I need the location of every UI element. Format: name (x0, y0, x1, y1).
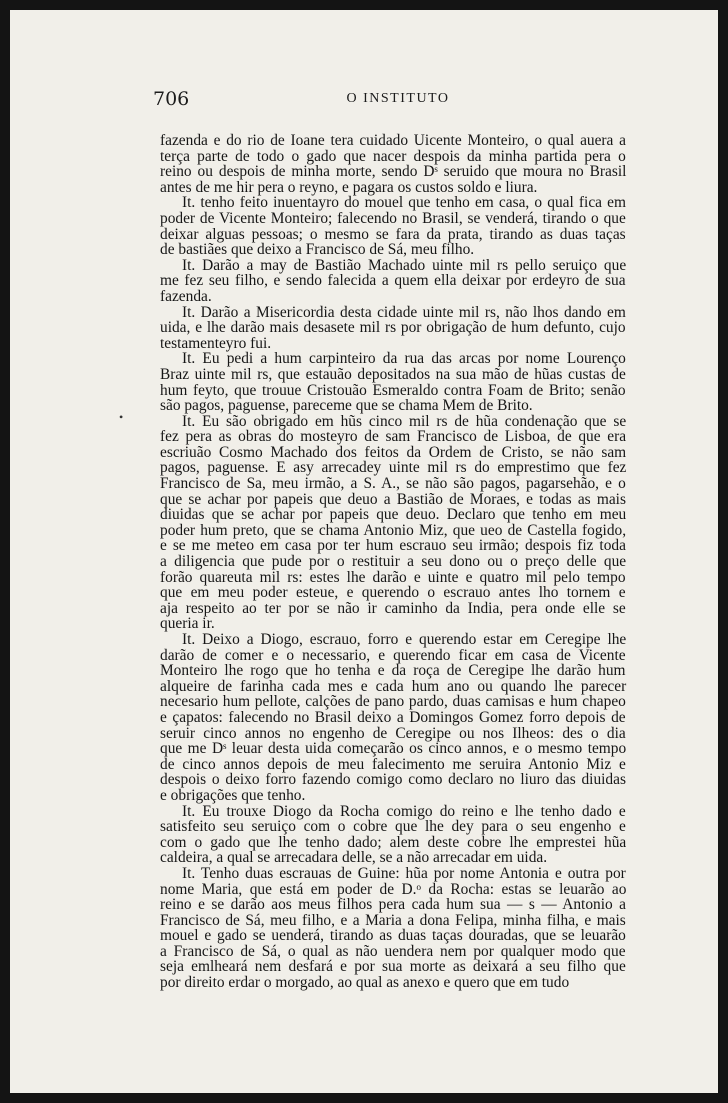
text-line: poder de Vicente Monteiro; falecendo no Brasil, se venderá, tirando o que (160, 209, 626, 227)
text-line: queria ir. (160, 615, 215, 633)
text-line: caldeira, a qual se arrecadara delle, se a não arrecadar em uida. (160, 849, 548, 867)
text-line: It. Darão a Misericordia desta cidade uinte mil rs, não lhos dando em (182, 303, 626, 321)
text-line: pagos, paguense. E asy arrecadey uinte mil rs do emprestimo que fez (160, 459, 627, 477)
text-line: que em meu poder esteue, e querendo o escrauo antes lho tornem e (160, 584, 626, 602)
text-line: forão quareuta mil rs: estes lhe darão e uinte e quatro mil pelo tempo (160, 568, 626, 586)
text-line: antes de me hir pera o reyno, e pagara os custos soldo e liura. (160, 178, 538, 196)
text-line: It. Eu trouxe Diogo da Rocha comigo do reino e lhe tenho dado e (182, 802, 626, 820)
text-line: hum feyto, que trouue Cristouão Esmeraldo contra Foam de Brito; senão (160, 381, 626, 399)
paragraph (160, 632, 626, 804)
paragraph (160, 804, 626, 866)
text-line: aja respeito ao ter por se não ir caminho da India, pera onde elle se (160, 599, 626, 617)
text-line: por direito erdar o morgado, ao qual as anexo e quero que em tudo (160, 974, 570, 992)
text-line: satisfeito seu seruiço com o cobre que lhe dey para o seu engenho e (160, 818, 626, 836)
text-line: Braz uinte mil rs, que estauão depositados na sua mão de hũas custas de (160, 365, 626, 383)
text-line: darão de comer e o necessario, e querendo ficar em casa de Vicente (160, 646, 626, 664)
text-line: e se me meteo em casa por ter hum escrauo seu irmão; despois fiz toda (160, 537, 626, 555)
text-line: uida, e lhe darão mais desasete mil rs por obrigação de hum defunto, cujo (160, 319, 626, 337)
text-line: necesario hum pellote, calções de pano pardo, duas camisas e hum chapeo (160, 693, 626, 711)
page-header (153, 88, 643, 118)
paragraph (160, 866, 626, 991)
text-line: It. Darão a may de Bastião Machado uinte mil rs pello seruiço que (182, 256, 627, 274)
text-line: fez pera as obras do mosteyro de sam Francisco de Lisboa, de que era (160, 428, 627, 446)
text-line: testamenteyro fui. (160, 334, 272, 352)
text-line: reino ou despois de minha morte, sendo Dˢ seruido que moura no Brasil (160, 163, 627, 181)
text-line: de cinco annos depois de meu falecimento me seruira Antonio Miz e (160, 755, 626, 773)
text-line: fazenda e do rio de Ioane tera cuidado Uicente Monteiro, o qual auera a (160, 132, 626, 149)
paragraph (160, 258, 626, 305)
text-line: a diligencia que pude por o restituir a seu dono ou o preço delle que (160, 553, 627, 571)
text-line: It. Deixo a Diogo, escrauo, forro e querendo estar em Ceregipe lhe (182, 631, 627, 648)
paragraph (160, 351, 626, 413)
text-line: me fez seu filho, e sendo falecida a quem ella deixar por erdeyro de sua (160, 272, 626, 290)
text-line: de bastiães que deixo a Francisco de Sá, meu filho. (160, 241, 475, 259)
text-line: escriuão Cosmo Machado dos feitos da Ordem de Cristo, se não sam (160, 443, 627, 461)
text-line: alqueire de farinha cada mes e cada hum ano ou quando lhe parecer (160, 677, 627, 695)
text-line: terça parte de todo o gado que nacer despois da minha partida pera o (160, 147, 626, 165)
text-line: com o gado que lhe tenho dado; alem deste cobre lhe emprestei hũa (160, 833, 627, 851)
text-line: Monteiro lhe rogo que ho tenha e da roça de Ceregipe lhe darão hum (160, 662, 626, 680)
text-line: reino e se darão aos meus filhos pera cada hum sua — s — Antonio a (160, 896, 626, 914)
text-line: e çapatos: falecendo no Brasil deixo a Domingos Gomez forro depois de (160, 708, 626, 726)
margin-mark: • (119, 410, 124, 424)
paragraph (160, 195, 626, 257)
text-line: nome Maria, que está em poder de D.ᵒ da Rocha: estas se leuarão ao (160, 880, 627, 898)
page-number: 706 (153, 88, 190, 110)
text-line: It. tenho feito inuentayro do mouel que tenho em casa, o qual fica em (182, 194, 626, 212)
text-line: despois o deixo forro fazendo comigo como declaro no liuro das diuidas (160, 771, 626, 789)
text-line: que se achar por papeis que deuo a Bastião de Moraes, e todas as mais (160, 490, 626, 508)
text-line: a Francisco de Sá, o qual as não uendera nem por qualquer modo que (160, 942, 626, 960)
text-line: mouel e gado se uenderá, tirando as duas taças douradas, que se leuarão (160, 927, 626, 945)
text-line: fazenda. (160, 287, 212, 305)
text-line: são pagos, paguense, pareceme que se chama Mem de Brito. (160, 397, 533, 415)
text-line: deixar alguas pessoas; o mesmo se fara da prata, tirando as duas taças (160, 225, 626, 243)
paragraph (160, 133, 626, 195)
paragraph (160, 414, 626, 632)
text-line: It. Eu são obrigado em hũs cinco mil rs de hũa condenação que se (182, 412, 627, 430)
body-text (160, 133, 626, 991)
text-line: seruir cinco annos no engenho de Ceregipe ou nos Ilheos: des o dia (160, 724, 626, 742)
text-line: It. Tenho duas escrauas de Guine: hũa por nome Antonia e outra por (182, 864, 626, 882)
text-line: It. Eu pedi a hum carpinteiro da rua das arcas por nome Lourenço (182, 350, 626, 368)
text-line: Francisco de Sa, meu irmão, a S. A., se não são pagos, pagarsehão, e o (160, 475, 626, 493)
text-line: poder hum preto, que se chama Antonio Miz, que ueo de Castella fogido, (160, 521, 627, 539)
running-title: O INSTITUTO (346, 91, 450, 106)
text-line: e obrigações que tenho. (160, 786, 306, 804)
text-line: Francisco de Sá, meu filho, e a Maria a dona Felipa, minha filha, e mais (160, 911, 626, 929)
paragraph (160, 305, 626, 352)
text-line: diuidas que se achar por papeis que deuo. Declaro que tenho em meu (160, 506, 627, 524)
text-line: seja emlheará nem desfará e por sua morte as deixará a seu filho que (160, 958, 626, 976)
text-line: que me Dˢ leuar desta uida começarão os cinco annos, e o mesmo tempo (160, 740, 627, 758)
document-page (10, 10, 718, 1093)
